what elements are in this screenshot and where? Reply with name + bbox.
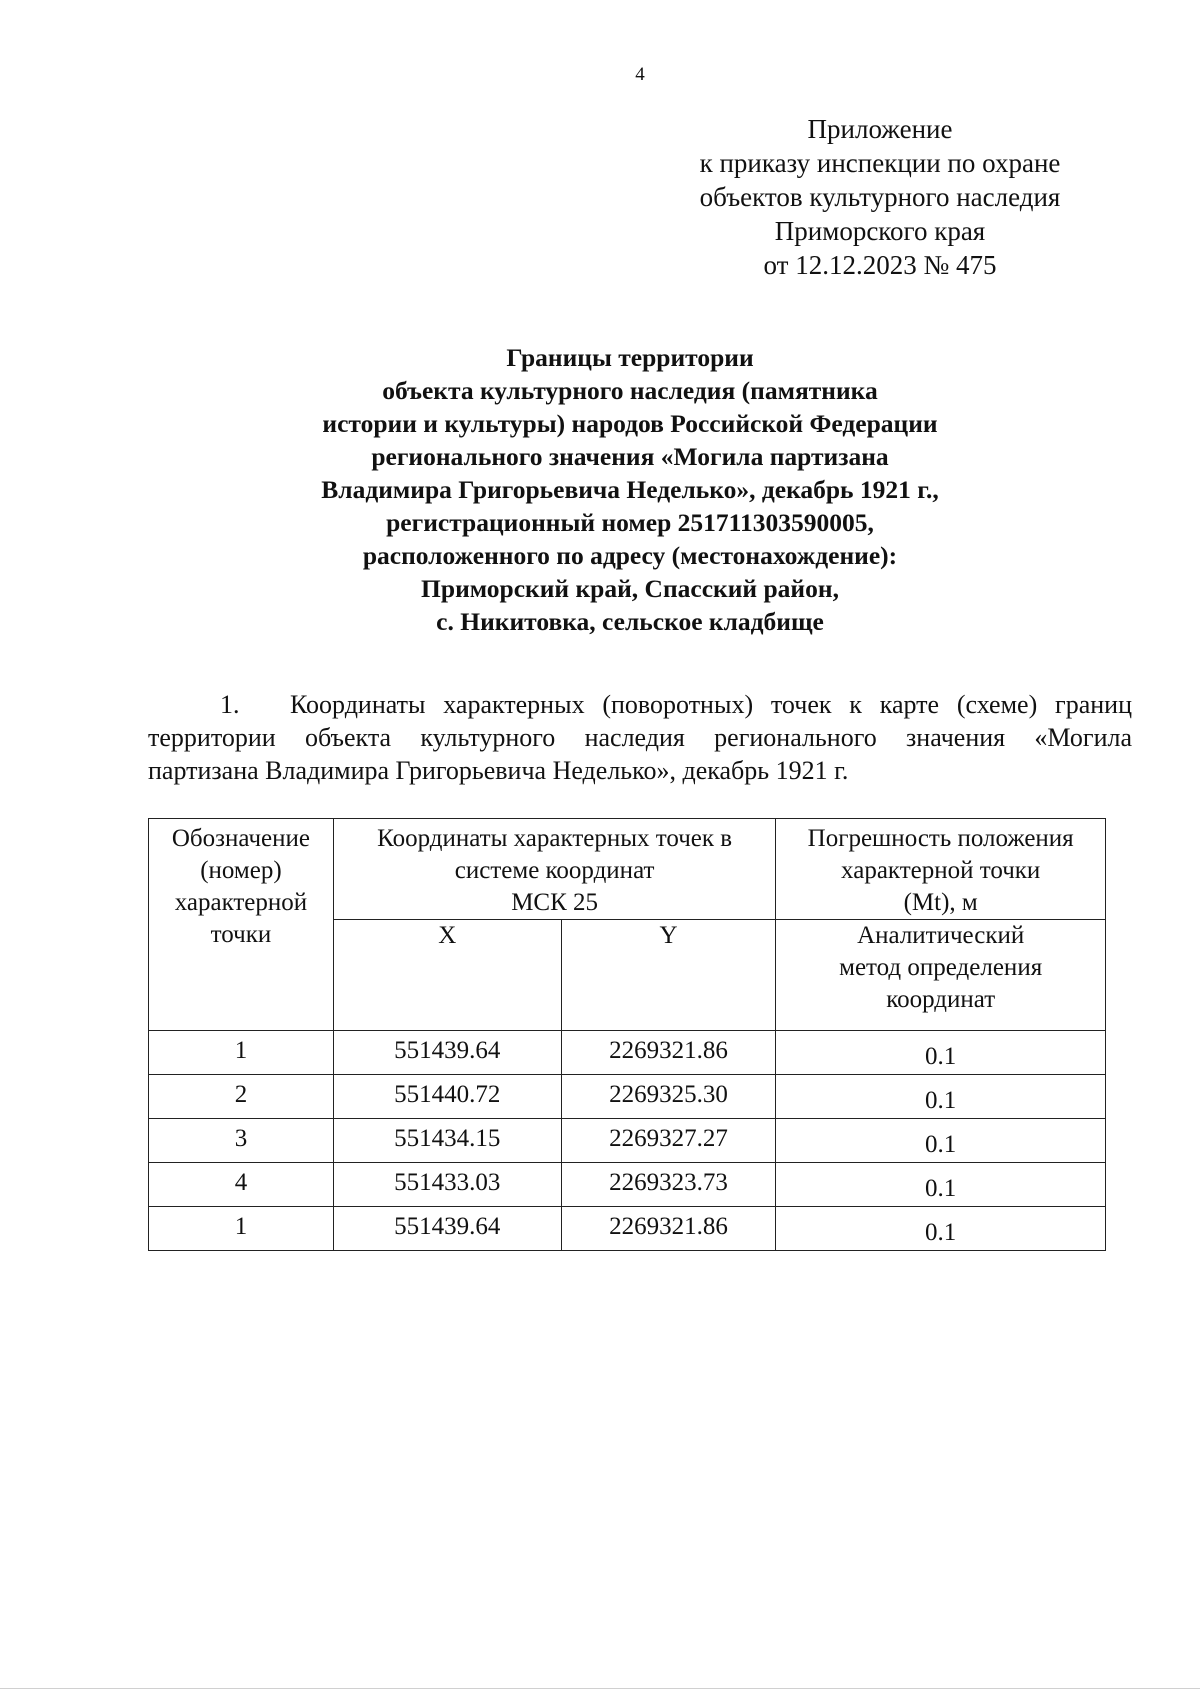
appendix-line: объектов культурного наследия (699, 182, 1061, 212)
header-text: метод определения (839, 954, 1043, 981)
page-number: 4 (635, 64, 645, 85)
table-row (149, 1163, 1106, 1207)
header-text: точки (210, 921, 272, 948)
title-line: Владимира Григорьевича Неделько», декабрь 1921 г., (321, 475, 939, 504)
cell-y: 2269327.27 (561, 1119, 776, 1163)
cell-error: 0.1 (776, 1119, 1106, 1163)
header-text: Аналитический (857, 922, 1025, 949)
appendix-line: Приморского края (774, 216, 986, 246)
paragraph-first-line (148, 688, 1132, 721)
appendix-line: от 12.12.2023 № 475 (763, 250, 997, 280)
cell-point: 3 (149, 1119, 334, 1163)
paragraph-number: 1. (220, 690, 240, 719)
appendix-line: к приказу инспекции по охране (699, 148, 1061, 178)
appendix-block (660, 112, 1100, 282)
paragraph-text: партизана Владимира Григорьевича Неделько», декабрь 1921 г. (148, 756, 849, 785)
cell-error: 0.1 (776, 1031, 1106, 1075)
table-row (149, 1207, 1106, 1251)
cell-error: 0.1 (776, 1075, 1106, 1119)
header-text: Погрешность положения (807, 825, 1074, 852)
table-row (149, 1031, 1106, 1075)
header-text: характерной точки (841, 857, 1041, 884)
cell-point: 1 (149, 1031, 334, 1075)
coordinates-table (148, 818, 1106, 1251)
table-row (149, 1119, 1106, 1163)
header-text: Координаты характерных точек в (377, 825, 733, 852)
cell-y: 2269321.86 (561, 1207, 776, 1251)
title-line: Приморский край, Спасский район, (421, 574, 839, 603)
header-x: X (333, 920, 561, 1031)
title-line: регионального значения «Могила партизана (371, 442, 889, 471)
section-paragraph (148, 688, 1132, 787)
header-y: Y (561, 920, 776, 1031)
title-line: с. Никитовка, сельское кладбище (436, 607, 824, 636)
title-line: Границы территории (506, 343, 754, 372)
cell-y: 2269321.86 (561, 1031, 776, 1075)
appendix-line: Приложение (807, 114, 953, 144)
title-line: объекта культурного наследия (памятника (382, 376, 878, 405)
page-bottom-divider (0, 1688, 1200, 1689)
cell-x: 551433.03 (333, 1163, 561, 1207)
header-text: (номер) (200, 857, 282, 884)
paragraph-text: Координаты характерных (поворотных) точек к карте (схеме) границ (290, 690, 1132, 719)
header-text: (Mt), м (903, 889, 978, 916)
header-coordinates (333, 819, 775, 920)
cell-point: 1 (149, 1207, 334, 1251)
cell-x: 551434.15 (333, 1119, 561, 1163)
cell-y: 2269323.73 (561, 1163, 776, 1207)
header-text: характерной (174, 889, 308, 916)
table-row (149, 1075, 1106, 1119)
cell-x: 551440.72 (333, 1075, 561, 1119)
header-method (776, 920, 1106, 1031)
title-line: истории и культуры) народов Российской Федерации (322, 409, 938, 438)
title-line: регистрационный номер 251711303590005, (386, 508, 874, 537)
header-point (149, 819, 334, 1031)
header-text: Обозначение (171, 825, 311, 852)
cell-error: 0.1 (776, 1207, 1106, 1251)
table-header-row (149, 819, 1106, 920)
cell-x: 551439.64 (333, 1207, 561, 1251)
title-line: расположенного по адресу (местонахождение): (362, 541, 898, 570)
cell-point: 2 (149, 1075, 334, 1119)
cell-point: 4 (149, 1163, 334, 1207)
cell-y: 2269325.30 (561, 1075, 776, 1119)
paragraph-text: территории объекта культурного наследия регионального значения «Могила (148, 723, 1132, 752)
header-text: системе координат (454, 857, 655, 884)
cell-error: 0.1 (776, 1163, 1106, 1207)
document-title (150, 341, 1110, 638)
header-error (776, 819, 1106, 920)
header-text: МСК 25 (511, 889, 599, 916)
cell-x: 551439.64 (333, 1031, 561, 1075)
header-text: координат (886, 986, 996, 1013)
